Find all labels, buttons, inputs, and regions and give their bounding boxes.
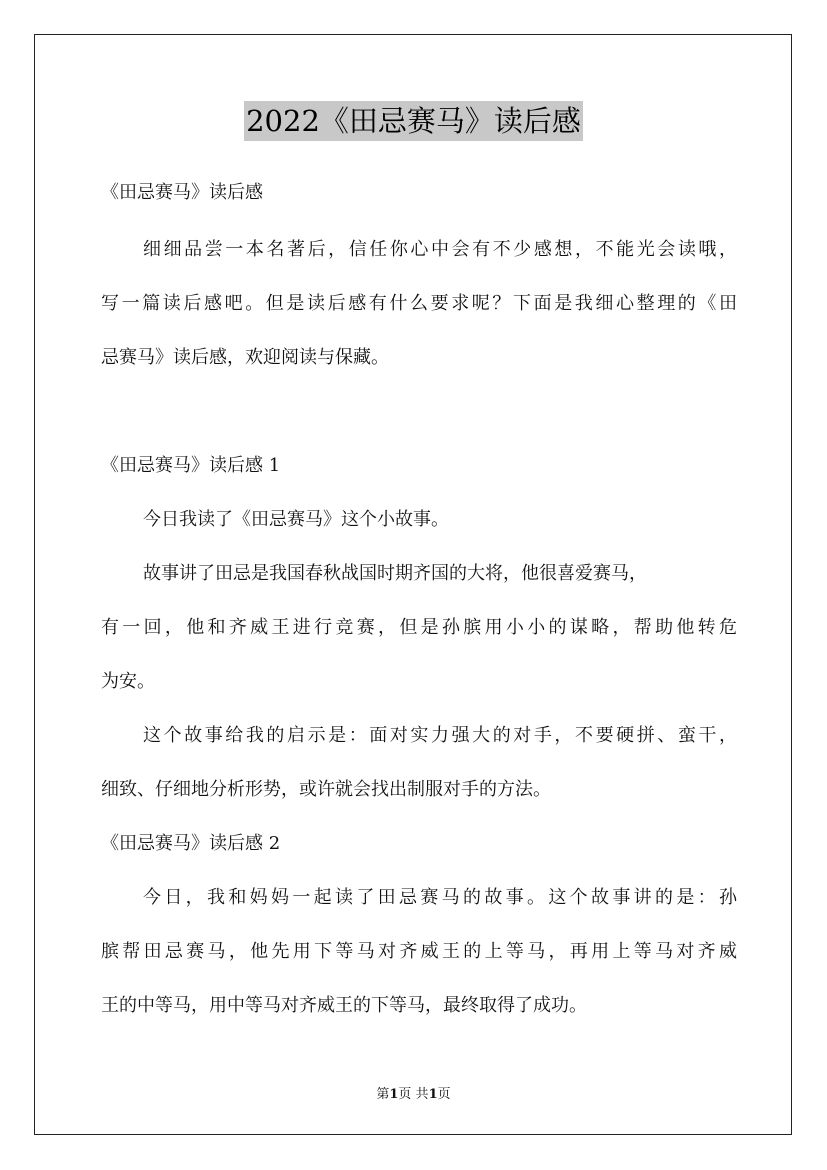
- footer-page-number: 1: [389, 1087, 399, 1102]
- page-footer: [0, 1083, 827, 1102]
- document-title: 2022《田忌赛马》读后感: [244, 101, 583, 141]
- paragraph-line: 写一篇读后感吧。但是读后感有什么要求呢？下面是我细心整理的《田: [101, 293, 737, 314]
- paragraph-line: 有一回，他和齐威王进行竞赛，但是孙膑用小小的谋略，帮助他转危: [101, 617, 737, 638]
- footer-mid: 页 共: [398, 1087, 429, 1102]
- paragraph-line: 细致、仔细地分析形势，或许就会找出制服对手的方法。: [101, 779, 551, 800]
- paragraph-line: 为安。: [101, 671, 155, 692]
- paragraph-line: 故事讲了田忌是我国春秋战国时期齐国的大将，他很喜爱赛马，: [143, 563, 647, 584]
- paragraph-line: 忌赛马》读后感，欢迎阅读与保藏。: [101, 347, 389, 368]
- paragraph-line: 细细品尝一本名著后，信任你心中会有不少感想，不能光会读哦，: [143, 239, 737, 260]
- paragraph-line: 今日，我和妈妈一起读了田忌赛马的故事。这个故事讲的是：孙: [143, 887, 737, 908]
- intro-heading: 《田忌赛马》读后感: [101, 182, 263, 203]
- footer-suffix: 页: [437, 1087, 451, 1102]
- section-heading: 《田忌赛马》读后感 1: [101, 455, 281, 476]
- section-heading: 《田忌赛马》读后感 2: [101, 833, 281, 854]
- paragraph-line: 今日我读了《田忌赛马》这个小故事。: [143, 509, 449, 530]
- title-container: [0, 101, 827, 141]
- paragraph-line: 王的中等马，用中等马对齐威王的下等马，最终取得了成功。: [101, 995, 587, 1016]
- paragraph-line: 这个故事给我的启示是：面对实力强大的对手，不要硬拼、蛮干，: [143, 725, 737, 746]
- footer-prefix: 第: [376, 1087, 390, 1102]
- footer-total-pages: 1: [428, 1087, 438, 1102]
- paragraph-line: 膑帮田忌赛马，他先用下等马对齐威王的上等马，再用上等马对齐威: [101, 941, 737, 962]
